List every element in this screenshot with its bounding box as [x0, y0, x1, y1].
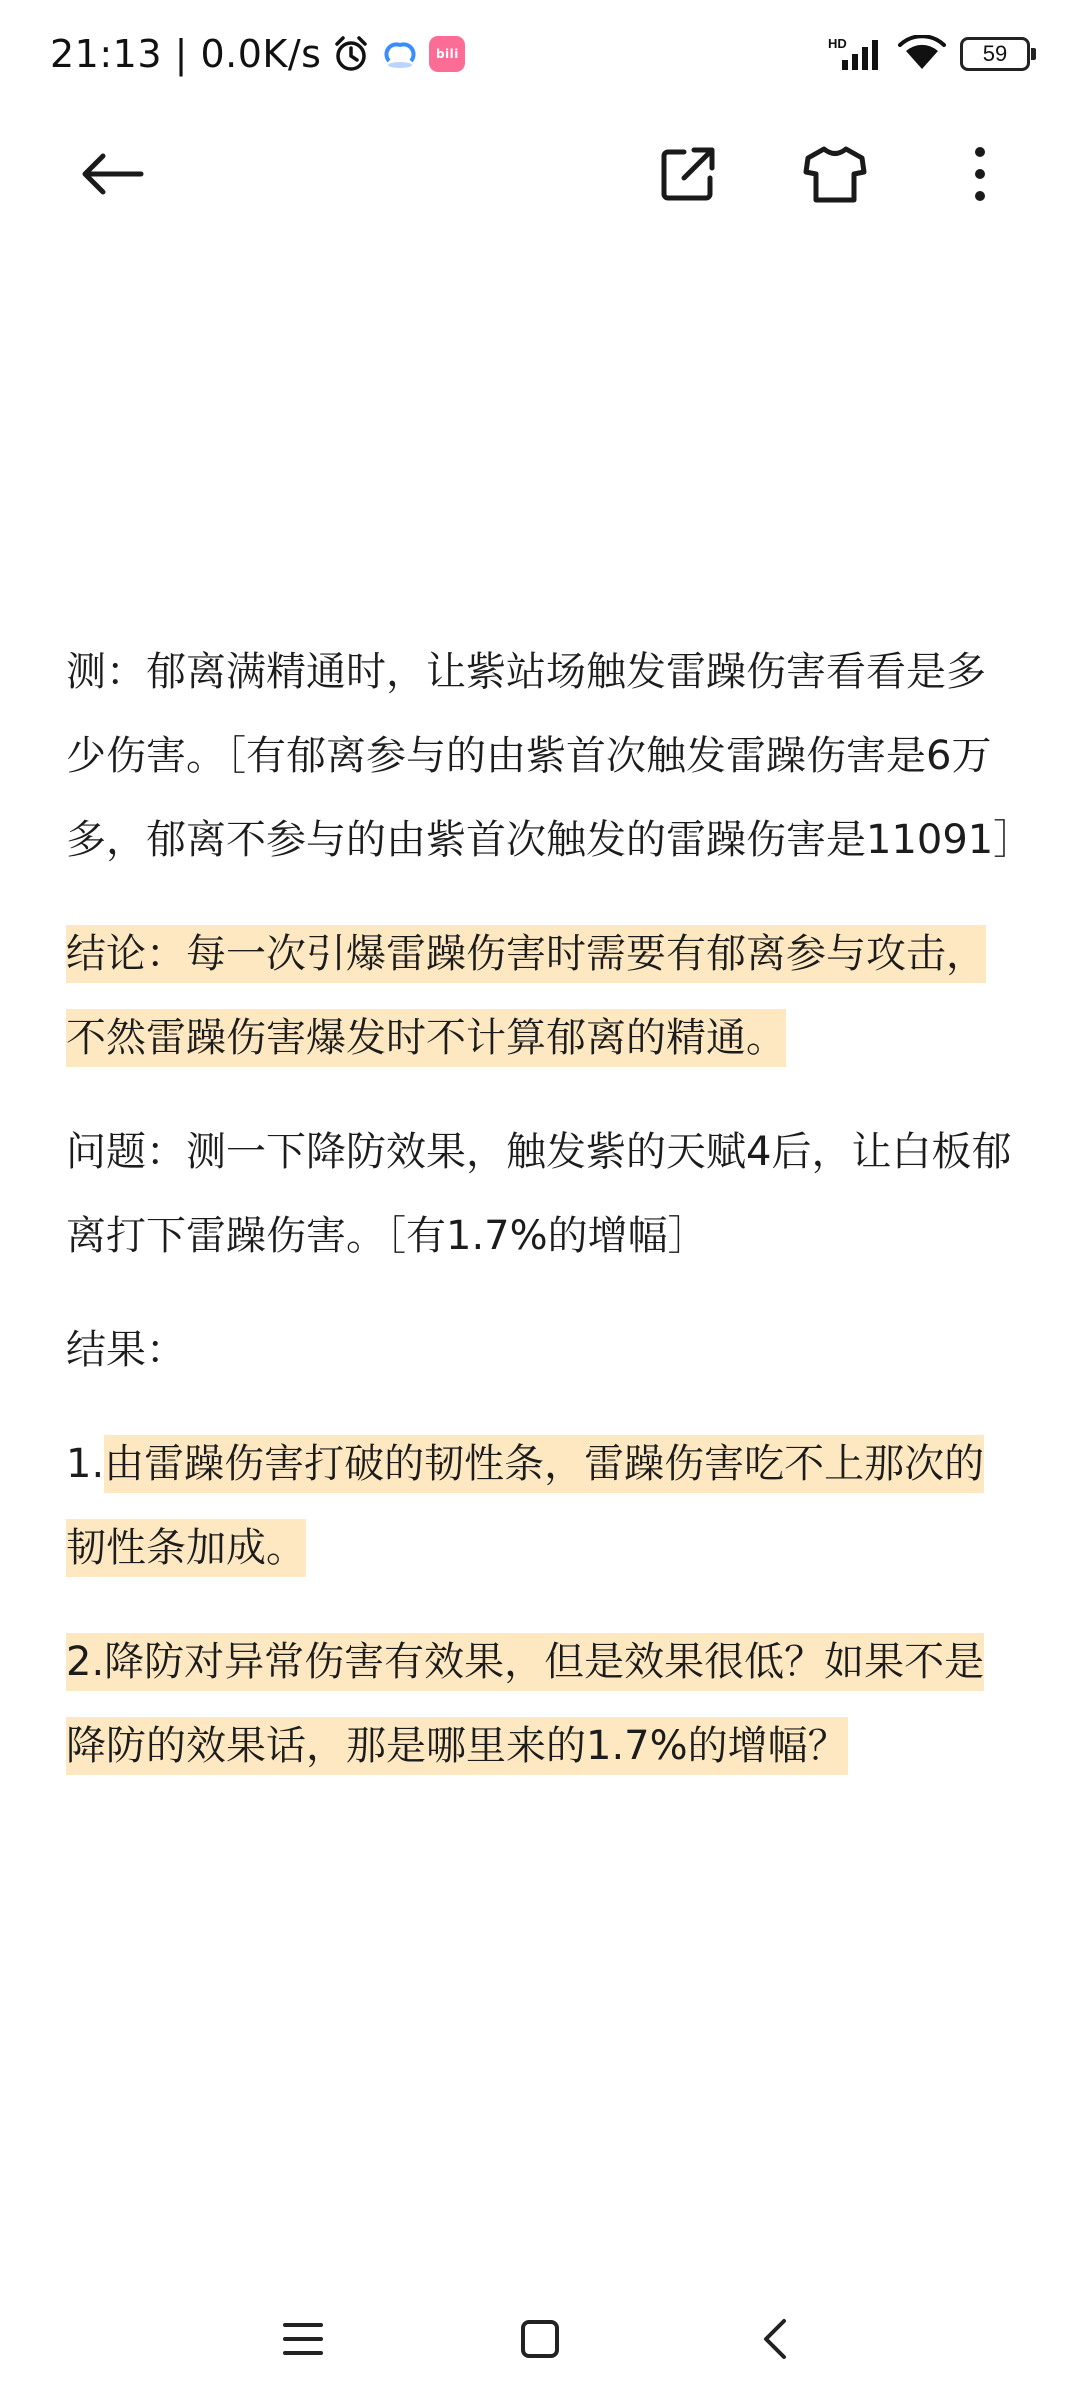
- highlighted-text: 2.降防对异常伤害有效果，但是效果很低？如果不是降防的效果话，那是哪里来的1.7%的增幅？: [66, 1633, 984, 1775]
- highlighted-text: 结论：每一次引爆雷躁伤害时需要有郁离参与攻击，不然雷躁伤害爆发时不计算郁离的精通。: [66, 925, 986, 1067]
- note-paragraph-conclusion: [66, 912, 1016, 1080]
- status-right: [814, 26, 1030, 82]
- status-time-speed: 21:13 | 0.0K/s: [50, 32, 322, 76]
- battery-level: 59: [960, 37, 1030, 71]
- system-nav-bar: [0, 2290, 1080, 2390]
- wifi-icon: [898, 35, 946, 73]
- recent-apps-button[interactable]: [268, 2306, 338, 2376]
- list-number: 1.: [66, 1441, 105, 1487]
- theme-button[interactable]: [795, 136, 875, 216]
- note-paragraph-result-heading: 结果：: [66, 1327, 186, 1373]
- note-paragraph-result-2: [66, 1620, 1016, 1788]
- more-vertical-icon: [970, 144, 990, 208]
- signal-icon: [828, 34, 884, 74]
- battery-icon: [960, 37, 1030, 71]
- highlighted-text: 由雷躁伤害打破的韧性条，雷躁伤害吃不上那次的韧性条加成。: [66, 1435, 984, 1577]
- note-body[interactable]: [66, 630, 1034, 1818]
- share-button[interactable]: [648, 136, 728, 216]
- system-back-button[interactable]: [740, 2306, 810, 2376]
- bilibili-icon: bili: [429, 36, 465, 72]
- note-paragraph-test: 测：郁离满精通时，让紫站场触发雷躁伤害看看是多少伤害。［有郁离参与的由紫首次触发雷躁伤害是6万多，郁离不参与的由紫首次触发的雷躁伤害是11091］: [66, 649, 1034, 863]
- status-bar: [0, 0, 1080, 110]
- home-button[interactable]: [505, 2306, 575, 2376]
- network-label: HD: [828, 36, 847, 51]
- theme-shirt-icon: [802, 144, 868, 208]
- cloud-app-icon: [381, 35, 419, 73]
- more-options-button[interactable]: [940, 136, 1020, 216]
- alarm-icon: [331, 34, 371, 74]
- home-square-icon: [519, 2318, 561, 2364]
- share-icon: [658, 144, 718, 208]
- menu-icon: [282, 2319, 324, 2363]
- note-toolbar: [0, 120, 1080, 230]
- note-paragraph-question: 问题：测一下降防效果，触发紫的天赋4后，让白板郁离打下雷躁伤害。［有1.7%的增幅］: [66, 1129, 1012, 1259]
- status-left: [50, 26, 465, 82]
- note-paragraph-result-1: [66, 1422, 1016, 1590]
- back-button[interactable]: [72, 136, 152, 216]
- back-chevron-icon: [760, 2317, 790, 2365]
- back-arrow-icon: [77, 149, 147, 203]
